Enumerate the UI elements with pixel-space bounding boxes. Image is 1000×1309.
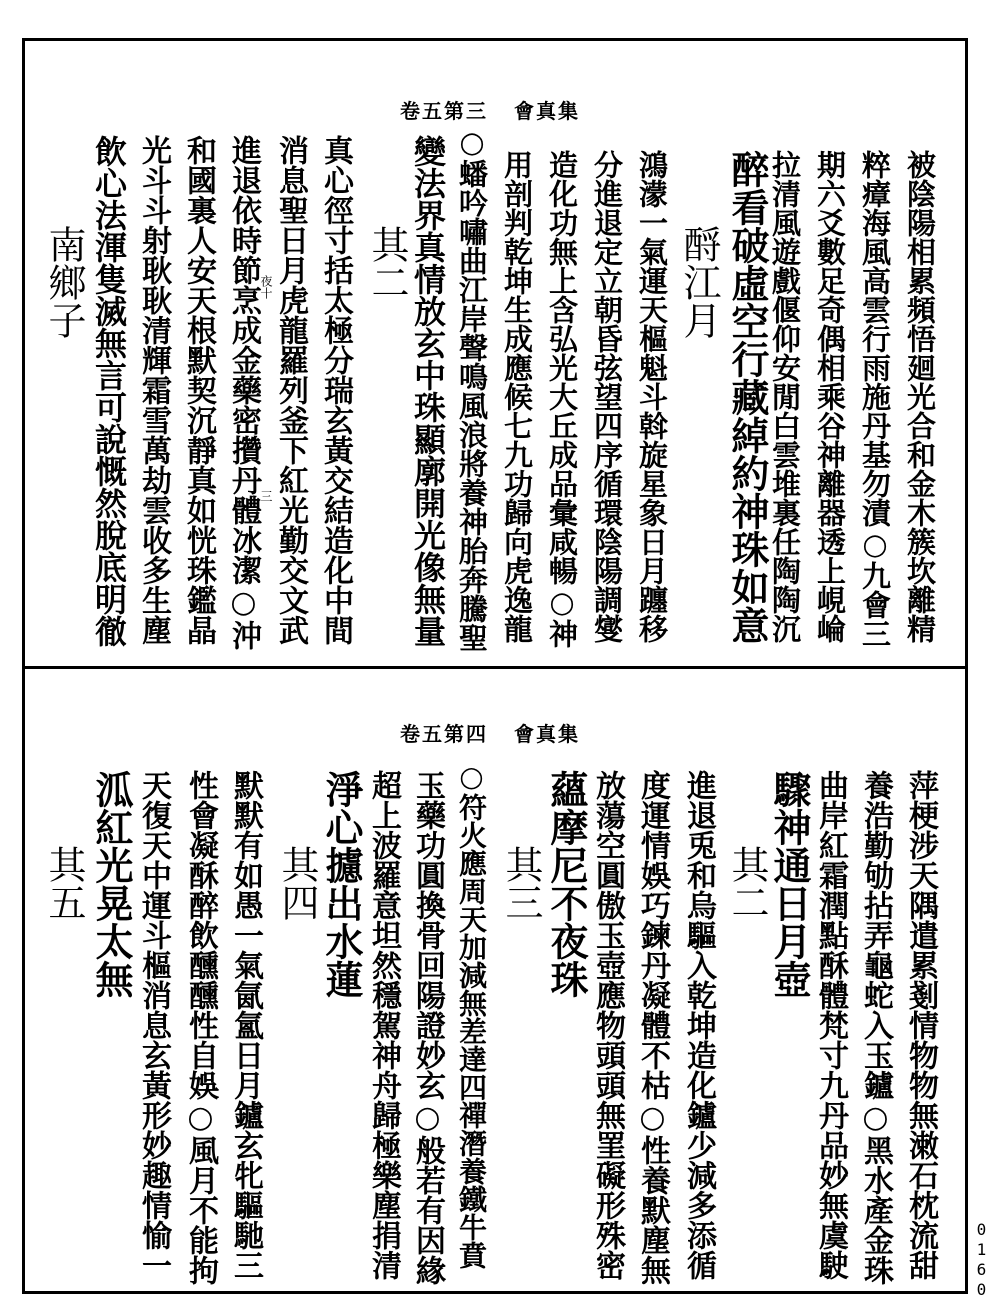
top-column-3: 期六爻數足奇偶相乘谷神離器透上峴崘 <box>813 150 847 643</box>
page-number: 0160 <box>972 1220 991 1300</box>
top-note-1: 夜十 <box>259 275 273 299</box>
top-column-17: 和國裏人安天根默契沉靜真如恍珠鑑晶 <box>181 135 216 645</box>
top-column-8: 分進退定立朝昏弦望四序循環陰陽調燮 <box>590 150 624 643</box>
bottom-column-14: 淨心攄出水蓮 <box>319 770 364 998</box>
bottom-column-12: 玉藥功圓換骨回陽證妙玄○般若有因緣 <box>410 770 445 1285</box>
top-column-6-title: 酹江月 <box>677 225 721 339</box>
bottom-column-16: 默默有如愚一氣氤氳日月鑪玄牝驅馳三 <box>228 770 263 1280</box>
bottom-column-13: 超上波羅意坦然穩駕神舟歸極樂塵捐清 <box>366 770 401 1280</box>
page-divider <box>22 666 968 669</box>
bottom-column-9: 蘊摩尼不夜珠 <box>544 770 589 998</box>
bottom-column-2: 養浩勤劬拈弄龜蛇入玉鑪○黑水產金珠 <box>858 770 893 1285</box>
top-page-header <box>300 95 680 123</box>
top-column-19: 飲心法渾隻滅無言可說慨然脫底明徹 <box>90 135 128 647</box>
top-column-16: 進退依時節烹成金藥密攢丹體冰潔○沖 <box>226 135 261 650</box>
top-column-1: 被陰陽相累頻悟廻光合和金木簇坎離精 <box>903 150 937 643</box>
bottom-column-17: 性會凝酥醉飲醺醺性自娛○風月不能拘 <box>183 770 218 1285</box>
top-column-4: 拉清風遊戲偃仰安閒白雲堆裏任陶陶沉 <box>768 150 802 643</box>
bottom-column-5-title: 其二 <box>725 845 769 921</box>
top-column-15: 消息聖日月虎龍羅列釜下紅光勤交文武 <box>273 135 308 645</box>
bottom-column-6: 進退兎和烏驅入乾坤造化鑪少減多添循 <box>681 770 716 1280</box>
top-column-20-title: 南鄉子 <box>42 225 86 339</box>
bottom-column-10-title: 其三 <box>499 845 543 921</box>
bottom-column-11: ○符火應周天加減無差達四禪潛養鐵牛賁 <box>455 760 488 1269</box>
top-column-14: 真心徑寸括太極分瑞玄黃交結造化中間 <box>318 135 353 645</box>
top-column-2: 粹瘴海風高雲行雨施丹基勿漬○九會三 <box>858 150 892 648</box>
top-column-13-title: 其二 <box>365 225 409 301</box>
bottom-column-4: 驟神通日月壺 <box>767 770 812 998</box>
bottom-header-volume: 卷五第四 <box>400 721 488 746</box>
top-column-12: 變法界真情放玄中珠顯廓開光像無量 <box>409 135 447 647</box>
top-column-11: ○蟠吟嘯曲江岸聲鳴風浪將養神胎奔騰聖 <box>455 125 489 652</box>
bottom-header-title: 會真集 <box>514 721 580 746</box>
bottom-column-7: 度運情娛巧鍊丹凝體不枯○性養默塵無 <box>635 770 670 1285</box>
bottom-column-15-title: 其四 <box>275 845 319 921</box>
top-column-5: 醉看破虛空行藏綽約神珠如意 <box>725 150 770 644</box>
top-column-9: 造化功無上含弘光大丘成品彙咸暢○神 <box>545 150 579 648</box>
top-column-7: 鴻濛一氣運天樞魁斗斡旋星象日月躔移 <box>635 150 669 643</box>
bottom-column-20-title: 其五 <box>42 845 86 921</box>
bottom-column-3: 曲岸紅霜潤點酥體梵寸九丹品妙無虞駛 <box>813 770 848 1280</box>
top-header-title: 會真集 <box>514 98 580 123</box>
top-header-volume: 卷五第三 <box>400 98 488 123</box>
bottom-column-1: 萍梗涉天隅遣累剗情物物無潄石枕流甜 <box>903 770 938 1280</box>
top-column-10: 用剖判乾坤生成應候七九功歸向虎逸龍 <box>500 150 534 643</box>
bottom-column-19: 泒紅光晃太無 <box>89 770 134 998</box>
bottom-column-8: 放蕩空圓傲玉壺應物頭頭無罣礙形殊密 <box>590 770 625 1280</box>
bottom-page-header <box>300 718 680 746</box>
bottom-column-18: 天復天中運斗樞消息玄黃形妙趣情愉一 <box>136 770 171 1280</box>
top-column-18: 光斗斗射耿耿清輝霜雪萬劫雲收多生塵 <box>136 135 171 645</box>
top-note-2: 三 <box>259 490 273 502</box>
